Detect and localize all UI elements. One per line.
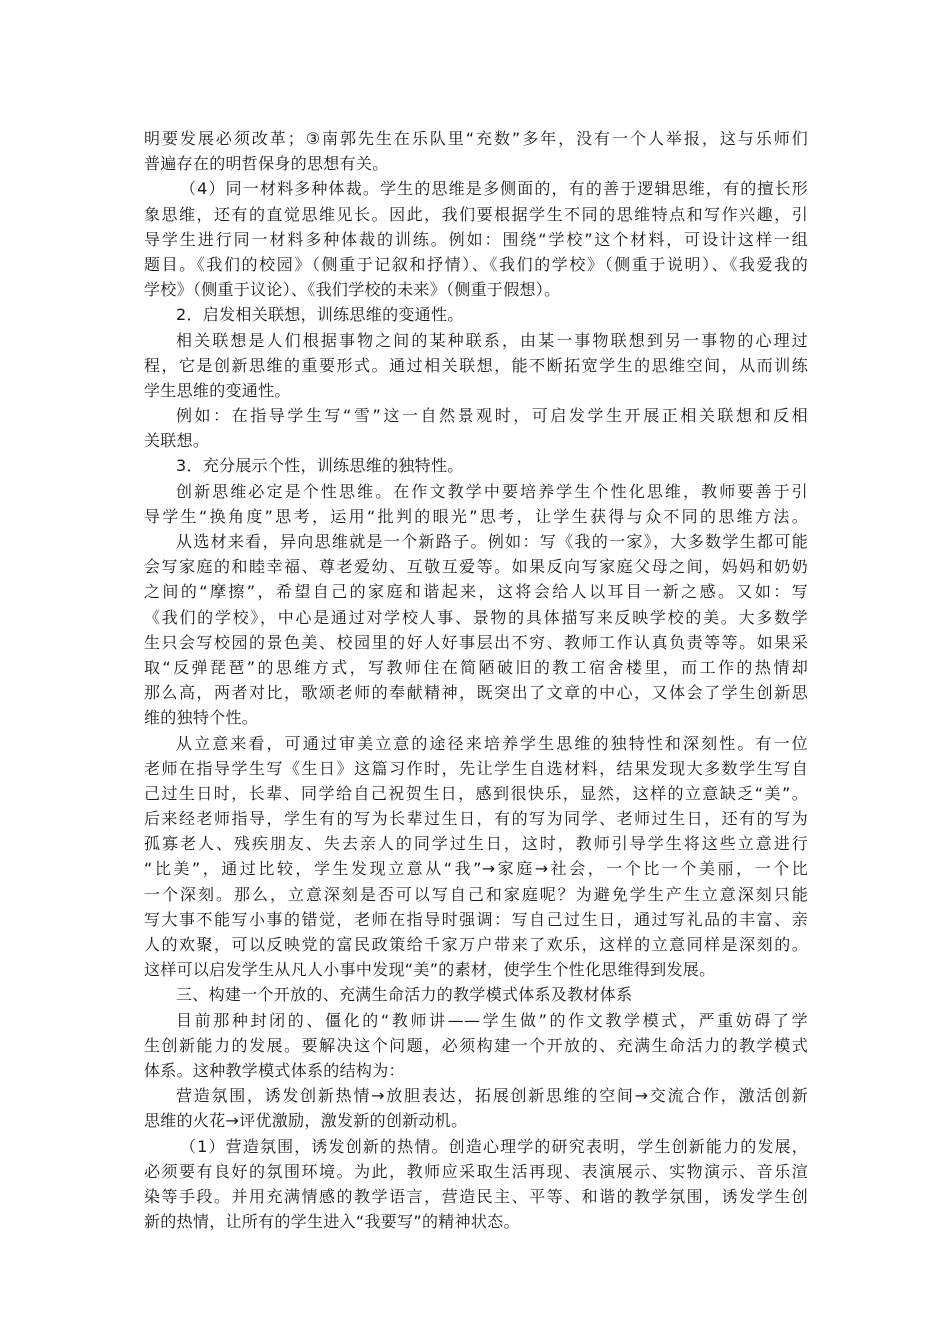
text-line: 一个深刻。那么，立意深刻是否可以写自己和家庭呢？为避免学生产生立意深刻只能 — [144, 884, 808, 904]
text-line: 例如：在指导学生写“雪”这一自然景观时，可启发学生开展正相关联想和反相 — [176, 406, 808, 426]
text-line: 新的热情，让所有的学生进入“我要写”的精神状态。 — [144, 1212, 520, 1232]
text-line: 3．充分展示个性，训练思维的独特性。 — [176, 456, 464, 476]
text-line: 学生思维的变通性。 — [144, 380, 291, 400]
text-line: 老师在指导学生写《生日》这篇习作时，先让学生自选材料，结果发现大多数学生写自 — [144, 758, 808, 778]
text-line: 后来经老师指导，学生有的写为长辈过生日，有的写为同学、老师过生日，还有的写为 — [144, 809, 808, 829]
text-line: 三、构建一个开放的、充满生命活力的教学模式体系及教材体系 — [176, 985, 633, 1005]
text-line: 取“反弹琵琶”的思维方式，写教师住在简陋破旧的教工宿舍楼里，而工作的热情却 — [144, 657, 808, 677]
text-line: 从选材来看，异向思维就是一个新路子。例如：写《我的一家》，大多数学生都可能 — [176, 532, 808, 551]
text-line: （4）同一材料多种体裁。学生的思维是多侧面的，有的善于逻辑思维，有的擅长形 — [180, 179, 808, 199]
text-line: 目前那种封闭的、僵化的“教师讲——学生做”的作文教学模式，严重妨碍了学 — [176, 1010, 808, 1030]
document-body — [144, 126, 808, 1234]
text-line: 必须要有良好的氛围环境。为此，教师应采取生活再现、表演展示、实物演示、音乐渲 — [144, 1161, 808, 1181]
text-line: 相关联想是人们根据事物之间的某种联系，由某一事物联想到另一事物的心理过 — [176, 330, 808, 350]
text-line: 之间的“摩擦”，希望自己的家庭和谐起来，这将会给人以耳目一新之感。又如：写 — [144, 582, 808, 602]
text-line: 象思维，还有的直觉思维见长。因此，我们要根据学生不同的思维特点和写作兴趣，引 — [144, 204, 808, 224]
text-line: 写大事不能写小事的错觉，老师在指导时强调：写自己过生日，通过写礼品的丰富、亲 — [144, 909, 808, 929]
text-line: 这样可以启发学生从凡人小事中发现“美”的素材，使学生个性化思维得到发展。 — [144, 960, 716, 980]
text-line: 题目。《我们的校园》（侧重于记叙和抒情）、《我们的学校》（侧重于说明）、《我爱我的 — [144, 254, 808, 274]
text-line: 那么高，两者对比，歌颂老师的奉献精神，既突出了文章的中心，又体会了学生创新思 — [144, 683, 808, 703]
text-line: 体系。这种教学模式体系的结构为： — [144, 1060, 405, 1080]
text-line: 创新思维必定是个性思维。在作文教学中要培养学生个性化思维，教师要善于引 — [176, 481, 808, 501]
text-line: （1）营造氛围，诱发创新的热情。创造心理学的研究表明，学生创新能力的发展， — [180, 1136, 808, 1156]
text-line: 思维的火花→评优激励，激发新的创新动机。 — [144, 1111, 468, 1131]
text-line: 明要发展必须改革；③南郭先生在乐队里“充数”多年，没有一个人举报，这与乐师们 — [144, 129, 808, 148]
text-line: 关联想。 — [144, 431, 210, 451]
text-line: 孤寡老人、残疾朋友、失去亲人的同学过生日，这时，教师引导学生将这些立意进行 — [144, 834, 808, 854]
text-line: 2．启发相关联想，训练思维的变通性。 — [176, 305, 464, 325]
text-line: 程，它是创新思维的重要形式。通过相关联想，能不断拓宽学生的思维空间，从而训练 — [144, 355, 808, 375]
text-line: 营造氛围，诱发创新热情→放胆表达，拓展创新思维的空间→交流合作，激活创新 — [176, 1086, 808, 1106]
text-line: 生创新能力的发展。要解决这个问题，必须构建一个开放的、充满生命活力的教学模式 — [144, 1035, 808, 1055]
text-line: 生只会写校园的景色美、校园里的好人好事层出不穷、教师工作认真负责等等。如果采 — [144, 632, 808, 652]
text-line: 染等手段。并用充满情感的教学语言，营造民主、平等、和谐的教学氛围，诱发学生创 — [144, 1186, 808, 1206]
text-line: 会写家庭的和睦幸福、尊老爱幼、互敬互爱等。如果反向写家庭父母之间，妈妈和奶奶 — [144, 557, 808, 577]
text-line: 从立意来看，可通过审美立意的途径来培养学生思维的独特性和深刻性。有一位 — [176, 733, 808, 753]
text-line: 维的独特个性。 — [144, 708, 259, 728]
text-line: 普遍存在的明哲保身的思想有关。 — [144, 154, 389, 174]
text-line: 人的欢聚，可以反映党的富民政策给千家万户带来了欢乐，这样的立意同样是深刻的。 — [144, 935, 808, 954]
text-line: 导学生“换角度”思考，运用“批判的眼光”思考，让学生获得与众不同的思维方法。 — [144, 506, 808, 526]
text-line: 己过生日时，长辈、同学给自己祝贺生日，感到很快乐，显然，这样的立意缺乏“美”。 — [144, 783, 808, 803]
text-line: 导学生进行同一材料多种体裁的训练。例如：围绕“学校”这个材料，可设计这样一组 — [144, 229, 808, 249]
text-line: “比美”，通过比较，学生发现立意从“我”→家庭→社会，一个比一个美丽，一个比 — [144, 859, 808, 879]
text-line: 《我们的学校》，中心是通过对学校人事、景物的具体描写来反映学校的美。大多数学 — [144, 607, 808, 627]
text-line: 学校》（侧重于议论）、《我们学校的未来》（侧重于假想）。 — [144, 280, 561, 300]
